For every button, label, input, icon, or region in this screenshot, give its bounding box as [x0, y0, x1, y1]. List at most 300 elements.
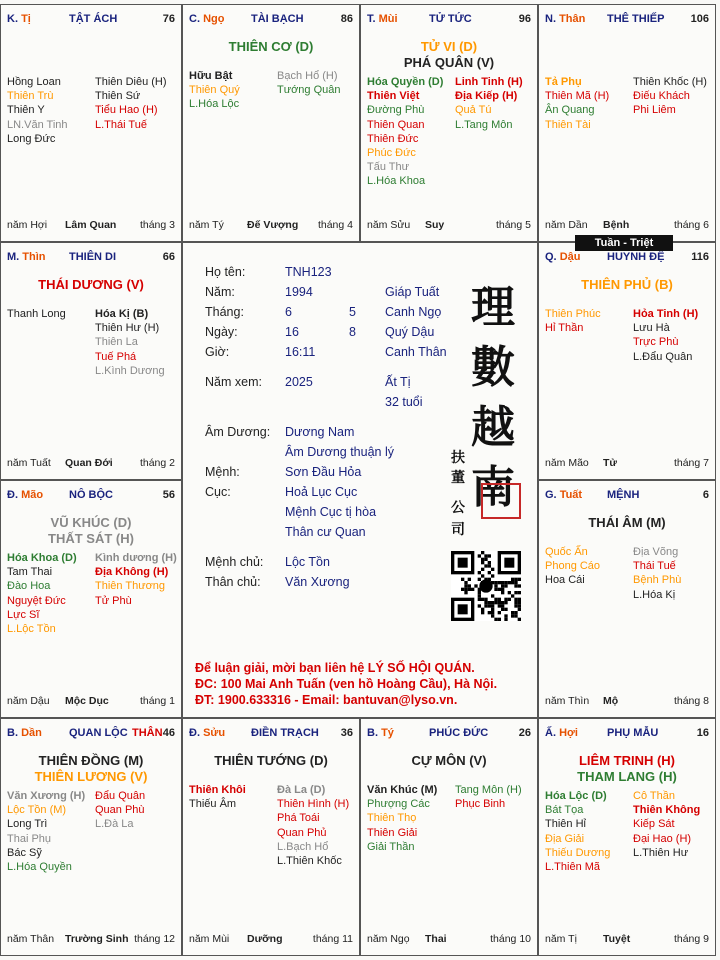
palace-can-chi — [7, 727, 42, 739]
minor-star: Hoa Cái — [545, 574, 585, 587]
palace-month: tháng 6 — [673, 219, 709, 231]
minor-star: Thiên Không — [633, 804, 701, 817]
palace-year: năm Dần — [545, 219, 588, 231]
minor-stars-left — [189, 783, 277, 811]
minor-star: Đà La (D) — [277, 784, 326, 796]
value-thang: 6 — [285, 305, 292, 319]
palace-header — [7, 727, 175, 741]
label-nam-xem: Năm xem: — [205, 375, 262, 389]
value-nam-xem-can-chi: Ất Tị — [385, 375, 411, 389]
major-stars — [539, 515, 715, 531]
palace-number: 56 — [162, 489, 175, 501]
minor-star: Lực Sĩ — [7, 608, 40, 621]
minor-star: Thiên Khốc (H) — [633, 76, 707, 88]
palace-footer — [545, 933, 709, 945]
palace-month: tháng 4 — [317, 219, 353, 231]
minor-stars-left — [545, 545, 633, 588]
minor-star: Hỏa Tinh (H) — [633, 308, 699, 320]
minor-star: Thai Phụ — [7, 832, 52, 845]
major-star: VŨ KHÚC (D) — [50, 515, 132, 530]
minor-star: Tấu Thư — [367, 161, 410, 174]
palace-year: năm Tuất — [7, 457, 51, 469]
palace-chi: Thân — [559, 13, 586, 25]
minor-stars-left — [189, 69, 277, 112]
major-stars — [1, 753, 181, 785]
minor-star: L.Thiên Hư — [633, 846, 689, 859]
palace-truong-sinh: Dưỡng — [247, 933, 283, 945]
major-star: THÁI ÂM (M) — [588, 515, 666, 530]
minor-star: Giải Thần — [367, 840, 415, 853]
minor-star: Thiên Sứ — [95, 90, 141, 103]
palace-chi: Sửu — [203, 727, 226, 739]
minor-star: Thiên Hình (H) — [277, 798, 350, 811]
palace-can-chi — [367, 13, 398, 25]
minor-star: Thiên La — [95, 336, 138, 349]
minor-star: Văn Khúc (M) — [367, 784, 438, 796]
palace-truong-sinh: Mộ — [603, 695, 619, 707]
palace-footer — [367, 933, 531, 945]
minor-star: Thiên Y — [7, 104, 45, 117]
minor-star: Thiên Tài — [545, 118, 591, 131]
palace-truong-sinh: Mộc Dục — [65, 695, 109, 707]
minor-star: Hóa Quyền (D) — [367, 76, 444, 88]
palace-header — [545, 251, 709, 265]
minor-star: Quan Phủ — [277, 826, 327, 839]
minor-star: Thiên Khôi — [189, 784, 246, 796]
minor-star: Quan Phù — [95, 804, 145, 817]
palace-hoi — [538, 718, 716, 956]
value-thang-am: 5 — [349, 305, 356, 319]
label-menh-chu: Mệnh chủ: — [205, 555, 264, 569]
minor-star: Thiếu Dương — [545, 846, 611, 859]
minor-star: Hồng Loan — [7, 76, 61, 88]
value-ngay-am: 8 — [349, 325, 356, 339]
palace-chi: Tị — [21, 13, 31, 25]
minor-stars-right — [633, 75, 716, 118]
minor-star: Thiên Hư (H) — [95, 322, 160, 335]
minor-star: Địa Võng — [633, 546, 679, 558]
minor-star: Thiếu Âm — [189, 798, 237, 811]
palace-truong-sinh: Suy — [425, 219, 445, 231]
minor-star: Điếu Khách — [633, 90, 690, 103]
palace-can-chi — [189, 727, 225, 739]
than-marker: THÂN — [132, 727, 163, 739]
palace-can: M. — [7, 251, 20, 263]
palace-truong-sinh: Bệnh — [603, 219, 630, 231]
palace-can-chi — [189, 13, 224, 25]
major-star: THIÊN LƯƠNG (V) — [34, 769, 148, 784]
palace-can-chi — [545, 251, 580, 263]
palace-name: MỆNH — [607, 489, 640, 501]
palace-footer — [367, 219, 531, 231]
logo-small-1: 扶 — [451, 450, 465, 466]
minor-stars-left — [367, 75, 455, 189]
minor-stars-left — [367, 783, 455, 854]
minor-star: Thiên Giải — [367, 826, 418, 839]
minor-star: Địa Giải — [545, 832, 585, 845]
major-star: THIÊN CƠ (D) — [228, 39, 314, 54]
minor-star: Tử Phù — [95, 594, 132, 607]
palace-can: K. — [7, 13, 18, 25]
minor-star: Bát Tọa — [545, 804, 584, 817]
label-cuc: Cục: — [205, 485, 231, 499]
major-star: THIÊN TƯỚNG (D) — [214, 753, 328, 768]
minor-star: Đại Hao (H) — [633, 832, 692, 845]
palace-mao — [0, 480, 182, 718]
palace-can: B. — [367, 727, 378, 739]
logo-char-4: 南 — [471, 462, 515, 513]
palace-chi: Ngọ — [203, 13, 225, 25]
value-am-duong: Dương Nam — [285, 425, 355, 439]
palace-can-chi — [7, 13, 31, 25]
palace-month: tháng 7 — [673, 457, 709, 469]
major-stars — [1, 277, 181, 293]
minor-star: L.Hóa Lộc — [189, 98, 240, 111]
major-star: THIÊN PHỦ (B) — [581, 277, 673, 292]
minor-stars-right — [95, 307, 182, 378]
minor-star: L.Tang Môn — [455, 118, 513, 131]
palace-can: G. — [545, 489, 557, 501]
value-gio: 16:11 — [285, 345, 316, 359]
major-stars — [1, 515, 181, 547]
palace-name: HUYNH ĐỆ — [607, 251, 665, 263]
minor-star: Trực Phù — [633, 336, 679, 349]
minor-star: L.Thiên Khốc — [277, 855, 342, 868]
minor-star: Kình dương (H) — [95, 552, 177, 564]
minor-stars-right — [455, 75, 538, 132]
palace-can: N. — [545, 13, 556, 25]
contact-line-3: ĐT: 1900.633316 - Email: bantuvan@lyso.vn. — [195, 693, 458, 707]
minor-star: Hóa Khoa (D) — [7, 552, 77, 564]
palace-mui — [360, 4, 538, 242]
palace-truong-sinh: Quan Đới — [65, 457, 113, 469]
major-star: THÁI DƯƠNG (V) — [38, 277, 144, 292]
minor-star: Địa Kiếp (H) — [455, 90, 518, 103]
minor-stars-left — [545, 789, 633, 874]
minor-star: Thiên Diêu (H) — [95, 76, 167, 88]
value-nam: 1994 — [285, 285, 313, 299]
value-menh-chu: Lộc Tồn — [285, 555, 330, 569]
minor-star: Thiên Mã (H) — [545, 90, 610, 103]
palace-name: THÊ THIẾP — [607, 13, 665, 25]
minor-star: Thiên Quý — [189, 84, 240, 97]
minor-star: Thiên Đức — [367, 132, 419, 145]
palace-number: 76 — [162, 13, 175, 25]
value-thang-can-chi: Canh Ngọ — [385, 305, 442, 319]
minor-stars-right — [633, 545, 716, 602]
minor-stars-left — [545, 307, 633, 335]
major-stars — [361, 753, 537, 769]
palace-can-chi — [545, 727, 578, 739]
palace-chi: Hợi — [559, 727, 578, 739]
minor-star: Tuế Phá — [95, 350, 137, 363]
palace-name: THIÊN DI — [69, 251, 117, 263]
major-stars — [361, 39, 537, 71]
minor-stars-right — [95, 789, 182, 832]
palace-year: năm Sửu — [367, 219, 411, 231]
palace-chi: Tuất — [559, 489, 583, 501]
palace-name: TÀI BẠCH — [251, 13, 304, 25]
palace-truong-sinh: Tử — [603, 457, 618, 469]
minor-star: Bệnh Phù — [633, 574, 682, 587]
major-star: THAM LANG (H) — [577, 769, 677, 784]
palace-name: ĐIỀN TRẠCH — [251, 727, 319, 739]
palace-dau — [538, 242, 716, 480]
palace-can-chi — [545, 13, 585, 25]
minor-star: Đào Hoa — [7, 580, 51, 593]
palace-truong-sinh: Thai — [425, 933, 447, 945]
palace-number: 16 — [696, 727, 709, 739]
palace-truong-sinh: Lâm Quan — [65, 219, 117, 231]
minor-star: Thiên Thương — [95, 580, 166, 593]
minor-star: Tam Thai — [7, 566, 53, 579]
minor-star: Phượng Các — [367, 798, 430, 811]
minor-star: Thanh Long — [7, 308, 66, 320]
palace-number: 116 — [691, 251, 709, 263]
value-menh-cuc: Mệnh Cục tị hòa — [285, 505, 377, 519]
palace-ti — [0, 4, 182, 242]
palace-month: tháng 8 — [673, 695, 709, 707]
minor-stars-left — [7, 307, 95, 321]
palace-name: QUAN LỘC — [69, 727, 128, 739]
palace-footer — [545, 457, 709, 469]
palace-year: năm Tị — [545, 933, 577, 945]
minor-star: LN.Văn Tinh — [7, 118, 68, 131]
palace-footer — [7, 695, 175, 707]
palace-header — [367, 727, 531, 741]
major-stars — [183, 39, 359, 55]
minor-star: Ân Quang — [545, 104, 595, 117]
palace-month: tháng 10 — [490, 933, 531, 945]
palace-chi: Tý — [381, 727, 394, 739]
minor-star: Hỉ Thần — [545, 322, 584, 335]
palace-ty — [360, 718, 538, 956]
palace-year: năm Mùi — [189, 933, 230, 945]
minor-star: Nguyệt Đức — [7, 594, 66, 607]
minor-stars-right — [455, 783, 538, 811]
qr-code — [451, 551, 521, 621]
minor-stars-right — [633, 789, 716, 860]
minor-star: L.Thiên Mã — [545, 861, 601, 874]
palace-ngo — [182, 4, 360, 242]
label-gio: Giờ: — [205, 345, 230, 359]
palace-footer — [545, 219, 709, 231]
minor-star: Phúc Đức — [367, 147, 416, 160]
logo-char-3: 越 — [471, 402, 515, 453]
minor-stars-right — [633, 307, 716, 364]
minor-stars-left — [545, 75, 633, 132]
minor-star: L.Bạch Hổ — [277, 840, 329, 853]
palace-year: năm Thân — [7, 933, 55, 945]
minor-star: Văn Xương (H) — [7, 790, 86, 802]
palace-header — [367, 13, 531, 27]
tuan-triet-badge: Tuần - Triệt — [575, 235, 673, 251]
minor-star: Quốc Ấn — [545, 546, 588, 558]
palace-can: Ấ. — [545, 727, 556, 739]
palace-footer — [7, 219, 175, 231]
major-star: TỬ VI (D) — [420, 39, 478, 54]
palace-can-chi — [7, 489, 43, 501]
logo-small-3: 公 — [451, 500, 465, 516]
minor-star: Hóa Kị (B) — [95, 308, 149, 320]
minor-star: Quả Tú — [455, 104, 492, 117]
palace-chi: Dần — [21, 727, 42, 739]
palace-header — [189, 727, 353, 741]
value-nam-xem: 2025 — [285, 375, 313, 389]
value-nam-can-chi: Giáp Tuất — [385, 285, 440, 299]
palace-thin — [0, 242, 182, 480]
palace-number: 6 — [702, 489, 709, 501]
palace-year: năm Tý — [189, 219, 224, 231]
palace-year: năm Hợi — [7, 219, 48, 231]
palace-footer — [7, 933, 175, 945]
red-seal-stamp — [481, 483, 521, 519]
label-menh: Mệnh: — [205, 465, 240, 479]
palace-header — [545, 489, 709, 503]
minor-star: Phá Toái — [277, 812, 320, 825]
palace-month: tháng 5 — [495, 219, 531, 231]
value-ngay: 16 — [285, 325, 299, 339]
label-nam: Năm: — [205, 285, 235, 299]
palace-can-chi — [367, 727, 394, 739]
minor-star: Tướng Quân — [277, 84, 341, 97]
logo-char-1: 理 — [471, 282, 515, 333]
minor-star: Tả Phụ — [545, 76, 582, 88]
minor-star: L.Đẩu Quân — [633, 350, 693, 363]
palace-chi: Mùi — [378, 13, 398, 25]
palace-can: Đ. — [189, 727, 200, 739]
logo-small-2: 董 — [451, 470, 465, 486]
value-tuoi: 32 tuổi — [385, 395, 423, 409]
major-star: CỰ MÔN (V) — [411, 753, 487, 768]
palace-chi: Dậu — [559, 251, 581, 263]
major-star: PHÁ QUÂN (V) — [403, 55, 495, 70]
palace-year: năm Mão — [545, 457, 589, 469]
contact-line-2: ĐC: 100 Mai Anh Tuấn (ven hồ Hoàng Cầu), Hà Nội. — [195, 677, 498, 691]
major-stars — [183, 753, 359, 769]
palace-header — [7, 251, 175, 265]
label-than-chu: Thân chủ: — [205, 575, 261, 589]
palace-number: 66 — [162, 251, 175, 263]
label-am-duong: Âm Dương: — [205, 425, 271, 439]
palace-can: B. — [7, 727, 18, 739]
palace-truong-sinh: Trường Sinh — [65, 933, 129, 945]
palace-name: TẬT ÁCH — [69, 13, 118, 25]
minor-star: Thiên Phúc — [545, 308, 601, 320]
palace-name: TỬ TỨC — [429, 13, 472, 25]
center-info-panel — [182, 242, 538, 718]
palace-year: năm Ngọ — [367, 933, 410, 945]
minor-star: Đẩu Quân — [95, 790, 146, 802]
minor-stars-right — [95, 551, 182, 608]
label-thang: Tháng: — [205, 305, 244, 319]
palace-suu — [182, 718, 360, 956]
palace-month: tháng 3 — [139, 219, 175, 231]
minor-stars-left — [7, 551, 95, 636]
palace-name: PHỤ MẪU — [607, 727, 659, 739]
major-stars — [539, 277, 715, 293]
minor-star: Bác Sỹ — [7, 846, 42, 859]
palace-header — [7, 489, 175, 503]
palace-name: PHÚC ĐỨC — [429, 727, 489, 739]
contact-line-1: Để luận giải, mời bạn liên hệ LÝ SỐ HỘI QUÁN. — [195, 661, 475, 675]
minor-star: Kiếp Sát — [633, 818, 675, 831]
palace-number: 36 — [340, 727, 353, 739]
value-menh: Sơn Đầu Hỏa — [285, 465, 362, 479]
value-cuc: Hoả Lục Cục — [285, 485, 358, 499]
palace-year: năm Thìn — [545, 695, 590, 707]
minor-stars-left — [7, 75, 95, 146]
palace-header — [7, 13, 175, 27]
palace-tuat — [538, 480, 716, 718]
palace-month: tháng 1 — [139, 695, 175, 707]
minor-stars-right — [95, 75, 182, 132]
value-am-duong-ly: Âm Dương thuận lý — [285, 445, 394, 459]
minor-star: Tiểu Hao (H) — [95, 104, 158, 117]
palace-footer — [7, 457, 175, 469]
major-stars — [539, 753, 715, 785]
minor-star: Lộc Tồn (M) — [7, 804, 67, 817]
minor-star: L.Đà La — [95, 818, 134, 831]
palace-can: T. — [367, 13, 376, 25]
palace-footer — [189, 933, 353, 945]
palace-header — [545, 727, 709, 741]
value-than-cu: Thân cư Quan — [285, 525, 366, 539]
minor-star: Phục Binh — [455, 798, 506, 811]
palace-can-chi — [545, 489, 582, 501]
minor-star: Thiên Trù — [7, 90, 54, 103]
palace-year: năm Dậu — [7, 695, 50, 707]
palace-than — [538, 4, 716, 242]
minor-star: Phong Cáo — [545, 560, 601, 573]
value-gio-can-chi: Canh Thân — [385, 345, 447, 359]
minor-star: L.Thái Tuế — [95, 118, 147, 131]
palace-number: 96 — [518, 13, 531, 25]
value-ngay-can-chi: Quý Dậu — [385, 325, 435, 339]
minor-star: L.Hóa Khoa — [367, 175, 426, 188]
minor-star: Hữu Bật — [189, 70, 233, 82]
minor-star: Lưu Hà — [633, 322, 670, 335]
palace-dan — [0, 718, 182, 956]
palace-name: NÔ BỘC — [69, 489, 113, 501]
major-star: THẤT SÁT (H) — [48, 531, 134, 546]
minor-star: Địa Không (H) — [95, 566, 169, 579]
minor-star: Thiên Quan — [367, 118, 425, 131]
minor-star: L.Lộc Tồn — [7, 623, 56, 636]
minor-star: L.Kình Dương — [95, 364, 165, 377]
palace-truong-sinh: Đế Vượng — [247, 219, 299, 231]
palace-number: 26 — [518, 727, 531, 739]
minor-star: Đường Phù — [367, 104, 425, 117]
minor-star: Tang Môn (H) — [455, 784, 522, 796]
palace-header — [189, 13, 353, 27]
palace-chi: Thìn — [22, 251, 46, 263]
major-star: LIÊM TRINH (H) — [578, 753, 676, 768]
palace-month: tháng 2 — [139, 457, 175, 469]
label-ngay: Ngày: — [205, 325, 238, 339]
logo-char-2: 數 — [471, 342, 515, 393]
minor-star: Linh Tinh (H) — [455, 76, 523, 88]
minor-stars-left — [7, 789, 95, 874]
minor-star: L.Hóa Quyền — [7, 861, 72, 874]
minor-stars-right — [277, 783, 360, 868]
major-star: THIÊN ĐỒNG (M) — [38, 753, 144, 768]
minor-star: Hóa Lộc (D) — [545, 790, 607, 802]
palace-number: 46 — [162, 727, 175, 739]
minor-star: Bạch Hổ (H) — [277, 70, 338, 82]
value-ho-ten: TNH123 — [285, 265, 332, 279]
palace-can-chi — [7, 251, 46, 263]
